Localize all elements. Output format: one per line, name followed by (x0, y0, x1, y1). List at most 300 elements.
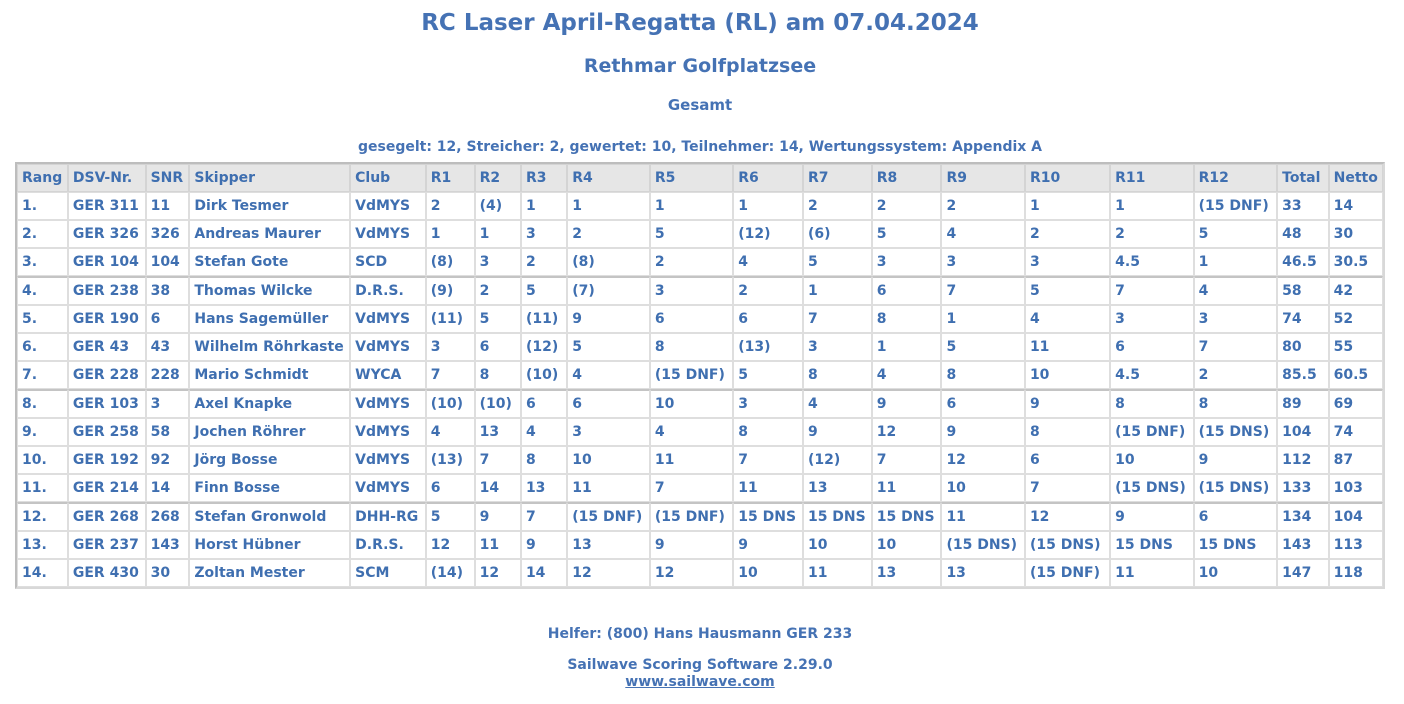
table-cell: 11 (941, 502, 1025, 531)
table-cell: 6 (521, 389, 567, 418)
table-cell: 15 DNS (872, 502, 942, 531)
table-cell: 10 (1025, 361, 1110, 389)
table-cell: 15 DNS (803, 502, 872, 531)
table-cell: 6 (941, 389, 1025, 418)
table-row (17, 361, 1383, 389)
table-cell: 8 (941, 361, 1025, 389)
table-cell: 13 (872, 559, 942, 587)
table-cell: 9 (733, 531, 803, 559)
table-cell: 10 (941, 474, 1025, 502)
table-cell: 1 (872, 333, 942, 361)
table-cell: 268 (146, 502, 190, 531)
table-cell: 3 (146, 389, 190, 418)
software-credit: Sailwave Scoring Software 2.29.0 (567, 657, 833, 673)
table-cell: Hans Sagemüller (189, 305, 350, 333)
table-cell: 12 (650, 559, 733, 587)
table-cell: 10 (650, 389, 733, 418)
table-cell: 5 (426, 502, 475, 531)
table-cell: 9 (941, 418, 1025, 446)
table-cell: 4.5 (1110, 248, 1194, 276)
table-cell: 10 (872, 531, 942, 559)
column-header: Netto (1329, 164, 1383, 192)
table-cell: 7. (17, 361, 68, 389)
table-cell: 14 (1329, 192, 1383, 220)
venue-title: Rethmar Golfplatzsee (583, 55, 817, 77)
table-cell: 2 (941, 192, 1025, 220)
table-cell: 5 (1194, 220, 1278, 248)
column-header: R7 (803, 164, 872, 192)
table-cell: GER 237 (68, 531, 146, 559)
table-cell: (11) (426, 305, 475, 333)
table-cell: 55 (1329, 333, 1383, 361)
table-cell: Axel Knapke (189, 389, 350, 418)
table-cell: 9 (567, 305, 650, 333)
table-row (17, 248, 1383, 276)
table-cell: GER 311 (68, 192, 146, 220)
table-cell: 2 (1025, 220, 1110, 248)
table-cell: 12 (1025, 502, 1110, 531)
table-cell: 112 (1277, 446, 1328, 474)
page-title: RC Laser April-Regatta (RL) am 07.04.2024 (421, 10, 979, 36)
table-cell: 7 (941, 276, 1025, 305)
table-cell: 10 (1110, 446, 1194, 474)
table-cell: 3 (521, 220, 567, 248)
table-cell: 4. (17, 276, 68, 305)
table-cell: 7 (475, 446, 521, 474)
table-cell: 4 (733, 248, 803, 276)
table-cell: 30 (146, 559, 190, 587)
table-cell: 11 (567, 474, 650, 502)
race-summary: gesegelt: 12, Streicher: 2, gewertet: 10, Teilnehmer: 14, Wertungssystem: Appendix A (357, 139, 1043, 155)
table-cell: 6. (17, 333, 68, 361)
table-cell: GER 430 (68, 559, 146, 587)
table-cell: 326 (146, 220, 190, 248)
table-cell: 6 (733, 305, 803, 333)
table-cell: 3 (1110, 305, 1194, 333)
table-cell: 4 (426, 418, 475, 446)
table-cell: 13. (17, 531, 68, 559)
table-cell: 15 DNS (1194, 531, 1278, 559)
table-cell: GER 228 (68, 361, 146, 389)
table-cell: GER 326 (68, 220, 146, 248)
table-cell: 5 (803, 248, 872, 276)
table-cell: VdMYS (350, 474, 426, 502)
table-cell: 1 (426, 220, 475, 248)
table-cell: 9 (1025, 389, 1110, 418)
table-row (17, 531, 1383, 559)
table-cell: 9 (1110, 502, 1194, 531)
table-row (17, 192, 1383, 220)
table-cell: GER 190 (68, 305, 146, 333)
table-body (17, 192, 1383, 587)
table-cell: 4 (567, 361, 650, 389)
table-cell: (12) (733, 220, 803, 248)
table-cell: 147 (1277, 559, 1328, 587)
table-cell: Wilhelm Röhrkaste (189, 333, 350, 361)
table-cell: (6) (803, 220, 872, 248)
table-cell: 6 (1025, 446, 1110, 474)
table-cell: 7 (1194, 333, 1278, 361)
table-cell: 11 (803, 559, 872, 587)
table-cell: (15 DNF) (650, 502, 733, 531)
table-cell: (11) (521, 305, 567, 333)
table-row (17, 559, 1383, 587)
column-header: R2 (475, 164, 521, 192)
table-cell: 14 (521, 559, 567, 587)
table-cell: 1 (1110, 192, 1194, 220)
table-cell: 8 (475, 361, 521, 389)
table-cell: 12 (475, 559, 521, 587)
table-cell: 14 (146, 474, 190, 502)
table-cell: 4 (521, 418, 567, 446)
table-cell: 1 (650, 192, 733, 220)
column-header: DSV-Nr. (68, 164, 146, 192)
table-cell: (13) (426, 446, 475, 474)
table-cell: (15 DNS) (1194, 418, 1278, 446)
column-header: SNR (146, 164, 190, 192)
table-row (17, 305, 1383, 333)
table-cell: 104 (146, 248, 190, 276)
table-cell: 58 (146, 418, 190, 446)
table-cell: 1 (521, 192, 567, 220)
table-cell: 14. (17, 559, 68, 587)
table-cell: 11 (475, 531, 521, 559)
table-cell: GER 192 (68, 446, 146, 474)
table-cell: GER 238 (68, 276, 146, 305)
column-header: R9 (941, 164, 1025, 192)
table-row (17, 474, 1383, 502)
table-cell: (15 DNF) (1025, 559, 1110, 587)
table-cell: 42 (1329, 276, 1383, 305)
table-cell: 4 (1194, 276, 1278, 305)
table-cell: GER 268 (68, 502, 146, 531)
table-cell: 4.5 (1110, 361, 1194, 389)
table-cell: 10 (803, 531, 872, 559)
table-cell: 2. (17, 220, 68, 248)
table-cell: 13 (475, 418, 521, 446)
table-cell: 6 (567, 389, 650, 418)
table-cell: Zoltan Mester (189, 559, 350, 587)
helper-credit: Helfer: (800) Hans Hausmann GER 233 (547, 626, 853, 642)
table-cell: (9) (426, 276, 475, 305)
table-cell: 43 (146, 333, 190, 361)
table-cell: 69 (1329, 389, 1383, 418)
table-cell: 118 (1329, 559, 1383, 587)
table-cell: 6 (146, 305, 190, 333)
table-cell: 5 (872, 220, 942, 248)
column-header: R12 (1194, 164, 1278, 192)
table-cell: 11 (733, 474, 803, 502)
table-cell: 8 (1110, 389, 1194, 418)
table-cell: 5 (941, 333, 1025, 361)
table-header-row (17, 164, 1383, 192)
table-cell: 143 (1277, 531, 1328, 559)
table-cell: 3 (941, 248, 1025, 276)
table-cell: Mario Schmidt (189, 361, 350, 389)
table-row (17, 333, 1383, 361)
table-cell: 11 (872, 474, 942, 502)
table-cell: 104 (1277, 418, 1328, 446)
table-cell: (7) (567, 276, 650, 305)
table-cell: 6 (1194, 502, 1278, 531)
table-cell: GER 104 (68, 248, 146, 276)
table-cell: 2 (475, 276, 521, 305)
table-cell: 3 (803, 333, 872, 361)
table-cell: 2 (521, 248, 567, 276)
column-header: Total (1277, 164, 1328, 192)
table-cell: 3 (567, 418, 650, 446)
table-cell: GER 258 (68, 418, 146, 446)
table-cell: 85.5 (1277, 361, 1328, 389)
table-cell: 6 (475, 333, 521, 361)
table-cell: 5. (17, 305, 68, 333)
table-cell: Horst Hübner (189, 531, 350, 559)
table-cell: 74 (1277, 305, 1328, 333)
results-table (15, 162, 1385, 589)
table-cell: 11 (650, 446, 733, 474)
table-cell: 12 (941, 446, 1025, 474)
table-cell: (15 DNS) (1194, 474, 1278, 502)
table-cell: 10 (1194, 559, 1278, 587)
table-cell: 58 (1277, 276, 1328, 305)
table-cell: 2 (1110, 220, 1194, 248)
table-cell: 13 (567, 531, 650, 559)
table-cell: 4 (803, 389, 872, 418)
table-cell: 9 (803, 418, 872, 446)
table-cell: 13 (521, 474, 567, 502)
table-cell: GER 103 (68, 389, 146, 418)
table-cell: 48 (1277, 220, 1328, 248)
column-header: Club (350, 164, 426, 192)
table-cell: 8. (17, 389, 68, 418)
table-cell: 113 (1329, 531, 1383, 559)
table-row (17, 418, 1383, 446)
table-cell: (14) (426, 559, 475, 587)
table-cell: VdMYS (350, 446, 426, 474)
table-cell: GER 214 (68, 474, 146, 502)
table-cell: 5 (733, 361, 803, 389)
table-cell: Finn Bosse (189, 474, 350, 502)
column-header: R6 (733, 164, 803, 192)
table-cell: 15 DNS (733, 502, 803, 531)
table-cell: (15 DNS) (941, 531, 1025, 559)
table-cell: 5 (650, 220, 733, 248)
column-header: R8 (872, 164, 942, 192)
table-cell: GER 43 (68, 333, 146, 361)
table-cell: 1 (733, 192, 803, 220)
table-cell: 12. (17, 502, 68, 531)
column-header: R4 (567, 164, 650, 192)
table-cell: Dirk Tesmer (189, 192, 350, 220)
table-cell: 7 (872, 446, 942, 474)
column-header: R3 (521, 164, 567, 192)
table-row (17, 389, 1383, 418)
table-cell: 6 (1110, 333, 1194, 361)
table-cell: DHH-RG (350, 502, 426, 531)
table-cell: 8 (733, 418, 803, 446)
table-cell: (10) (426, 389, 475, 418)
table-cell: 6 (650, 305, 733, 333)
table-cell: 3 (650, 276, 733, 305)
table-cell: 33 (1277, 192, 1328, 220)
table-cell: 11 (1025, 333, 1110, 361)
table-cell: 7 (733, 446, 803, 474)
table-cell: (12) (521, 333, 567, 361)
table-cell: 3 (1025, 248, 1110, 276)
table-cell: VdMYS (350, 192, 426, 220)
table-cell: 9 (475, 502, 521, 531)
table-cell: (15 DNF) (567, 502, 650, 531)
table-cell: (4) (475, 192, 521, 220)
table-cell: 14 (475, 474, 521, 502)
table-cell: VdMYS (350, 389, 426, 418)
table-cell: 92 (146, 446, 190, 474)
table-cell: 38 (146, 276, 190, 305)
table-cell: 8 (1194, 389, 1278, 418)
column-header: Skipper (189, 164, 350, 192)
column-header: R11 (1110, 164, 1194, 192)
table-cell: (8) (426, 248, 475, 276)
table-cell: 4 (941, 220, 1025, 248)
table-cell: 11 (146, 192, 190, 220)
table-cell: 12 (567, 559, 650, 587)
table-cell: 5 (475, 305, 521, 333)
table-cell: D.R.S. (350, 276, 426, 305)
table-cell: 89 (1277, 389, 1328, 418)
table-cell: 7 (1110, 276, 1194, 305)
table-cell: 11 (1110, 559, 1194, 587)
table-cell: 3 (475, 248, 521, 276)
table-cell: SCM (350, 559, 426, 587)
table-cell: 60.5 (1329, 361, 1383, 389)
table-cell: VdMYS (350, 305, 426, 333)
table-cell: 228 (146, 361, 190, 389)
table-cell: 12 (426, 531, 475, 559)
table-row (17, 220, 1383, 248)
table-cell: WYCA (350, 361, 426, 389)
table-cell: 10. (17, 446, 68, 474)
table-cell: 4 (872, 361, 942, 389)
table-cell: 1 (941, 305, 1025, 333)
table-cell: 8 (872, 305, 942, 333)
table-cell: Stefan Gote (189, 248, 350, 276)
table-cell: (8) (567, 248, 650, 276)
table-cell: 7 (1025, 474, 1110, 502)
table-cell: 2 (567, 220, 650, 248)
table-cell: 7 (650, 474, 733, 502)
table-cell: 3. (17, 248, 68, 276)
table-cell: 3 (426, 333, 475, 361)
section-title: Gesamt (667, 96, 733, 114)
table-cell: 7 (803, 305, 872, 333)
table-cell: 4 (650, 418, 733, 446)
table-cell: VdMYS (350, 333, 426, 361)
table-cell: (12) (803, 446, 872, 474)
table-cell: 9 (872, 389, 942, 418)
table-cell: 6 (426, 474, 475, 502)
table-cell: Andreas Maurer (189, 220, 350, 248)
table-cell: 7 (426, 361, 475, 389)
column-header: R5 (650, 164, 733, 192)
table-cell: VdMYS (350, 220, 426, 248)
table-cell: 7 (521, 502, 567, 531)
table-cell: D.R.S. (350, 531, 426, 559)
table-cell: 9 (521, 531, 567, 559)
table-cell: 2 (426, 192, 475, 220)
table-cell: 2 (803, 192, 872, 220)
table-cell: 52 (1329, 305, 1383, 333)
table-cell: 5 (567, 333, 650, 361)
table-cell: 1. (17, 192, 68, 220)
table-cell: SCD (350, 248, 426, 276)
table-cell: 30 (1329, 220, 1383, 248)
table-cell: 3 (1194, 305, 1278, 333)
table-cell: Jochen Röhrer (189, 418, 350, 446)
table-cell: 80 (1277, 333, 1328, 361)
table-cell: 3 (872, 248, 942, 276)
table-cell: 4 (1025, 305, 1110, 333)
table-cell: Stefan Gronwold (189, 502, 350, 531)
table-cell: (13) (733, 333, 803, 361)
table-cell: 104 (1329, 502, 1383, 531)
table-cell: (15 DNF) (1110, 418, 1194, 446)
table-cell: (15 DNS) (1025, 531, 1110, 559)
table-cell: 87 (1329, 446, 1383, 474)
table-cell: Thomas Wilcke (189, 276, 350, 305)
table-cell: 134 (1277, 502, 1328, 531)
table-cell: 1 (803, 276, 872, 305)
table-row (17, 446, 1383, 474)
table-row (17, 502, 1383, 531)
table-cell: 1 (1194, 248, 1278, 276)
table-cell: (15 DNS) (1110, 474, 1194, 502)
column-header: R1 (426, 164, 475, 192)
table-cell: Jörg Bosse (189, 446, 350, 474)
table-cell: 5 (521, 276, 567, 305)
table-cell: 8 (521, 446, 567, 474)
table-cell: (10) (475, 389, 521, 418)
table-cell: VdMYS (350, 418, 426, 446)
table-cell: 2 (733, 276, 803, 305)
table-cell: 143 (146, 531, 190, 559)
table-cell: 3 (733, 389, 803, 418)
table-cell: 9 (650, 531, 733, 559)
table-cell: 13 (803, 474, 872, 502)
table-cell: (10) (521, 361, 567, 389)
table-cell: 2 (872, 192, 942, 220)
table-cell: 1 (1025, 192, 1110, 220)
table-cell: 8 (1025, 418, 1110, 446)
table-cell: 10 (567, 446, 650, 474)
table-cell: 11. (17, 474, 68, 502)
table-cell: 15 DNS (1110, 531, 1194, 559)
table-cell: 8 (650, 333, 733, 361)
table-cell: 13 (941, 559, 1025, 587)
table-cell: 8 (803, 361, 872, 389)
table-cell: 6 (872, 276, 942, 305)
table-cell: (15 DNF) (1194, 192, 1278, 220)
table-cell: 1 (567, 192, 650, 220)
table-cell: 2 (650, 248, 733, 276)
table-cell: 9 (1194, 446, 1278, 474)
column-header: R10 (1025, 164, 1110, 192)
table-cell: (15 DNF) (650, 361, 733, 389)
table-cell: 74 (1329, 418, 1383, 446)
column-header: Rang (17, 164, 68, 192)
table-cell: 9. (17, 418, 68, 446)
sailwave-link[interactable]: www.sailwave.com (625, 674, 775, 690)
table-cell: 1 (475, 220, 521, 248)
